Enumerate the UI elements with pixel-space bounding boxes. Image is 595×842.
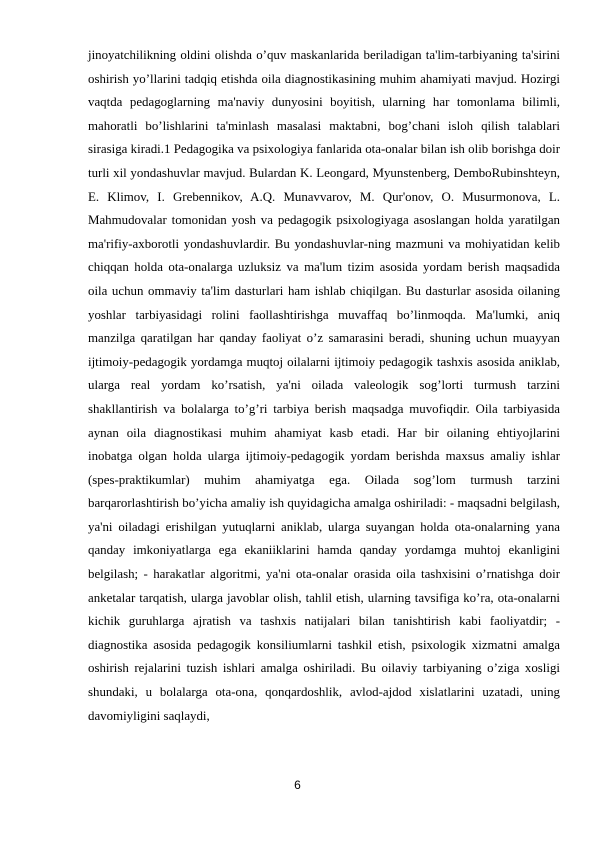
body-paragraph: jinoyatchilikning oldini olishda o’quv maskanlarida beriladigan ta'lim-tarbiyaning ta'sirini oshirish yo’llarini tadqiq etishda oila diagnostikasining muhim ahamiyati mavjud. Hozirgi vaqtda pedagoglarning ma'naviy dunyosini boyitish, ularning har tomonlama bilimli, mahoratli bo’lishlarini ta'minlash masalasi maktabni, bog’chani isloh qilish talablari sirasiga kiradi.1 Pedagogika va psixologiya fanlarida ota-onalar bilan ish olib borishga doir turli xil yondashuvlar mavjud. Bulardan K. Leongard, Myunstenberg, DemboRubinshteyn, E. Klimov, I. Grebennikov, A.Q. Munavvarov, M. Qur'onov, O. Musurmonova, L. Mahmudovalar tomonidan yosh va pedagogik psixologiyaga asoslangan holda yaratilgan ma'rifiy-axborotli yondashuvlardir. Bu yondashuvlar-ning mazmuni va mohiyatidan kelib chiqqan holda ota-onalarga uzluksiz va ma'lum tizim asosida yordam berish maqsadida oila uchun ommaviy ta'lim dasturlari ham ishlab chiqilgan. Bu dasturlar asosida oilaning yoshlar tarbiyasidagi rolini faollashtirishga muvaffaq bo’linmoqda. Ma'lumki, aniq manzilga qaratilgan har qanday faoliyat o’z samarasini beradi, shuning uchun muayyan ijtimoiy-pedagogik yordamga muqtoj oilalarni ijtimoiy pedagogik tashxis asosida aniklab, ularga real yordam ko’rsatish, ya'ni oilada valeologik sog’lorti turmush tarzini shakllantirish va bolalarga to’g’ri tarbiya berish maqsadga muvofiqdir. Oila tarbiyasida aynan oila diagnostikasi muhim ahamiyat kasb etadi. Har bir oilaning ehtiyojlarini inobatga olgan holda ularga ijtimoiy-pedagogik yordam berishda maxsus amaliy ishlar (spes-praktikumlar) muhim ahamiyatga ega. Oilada sog’lom turmush tarzini barqarorlashtirish bo’yicha amaliy ish quyidagicha amalga oshiriladi: - maqsadni belgilash, ya'ni oiladagi erishilgan yutuqlarni aniklab, ularga suyangan holda ota-onalarning yana qanday imkoniyatlarga ega ekaniiklarini hamda qanday yordamga muhtoj ekanligini belgilash; - harakatlar algoritmi, ya'ni ota-onalar orasida oila tashxisini o’rnatishga doir anketalar tarqatish, ularga javoblar olish, tahlil etish, ularning tavsifiga ko’ra, ota-onalarni kichik guruhlarga ajratish va tashxis natijalari bilan tanishtirish kabi faoliyatdir; - diagnostika asosida pedagogik konsiliumlarni tashkil etish, psixologik xizmatni amalga oshirish rejalarini tuzish ishlari amalga oshiriladi. Bu oilaviy tarbiyaning o’ziga xosligi shundaki, u bolalarga ota-ona, qonqardoshlik, avlod-ajdod xislatlarini uzatadi, uning davomiyligini saqlaydi,: [88, 48, 560, 723]
page-number: 6: [294, 778, 301, 792]
